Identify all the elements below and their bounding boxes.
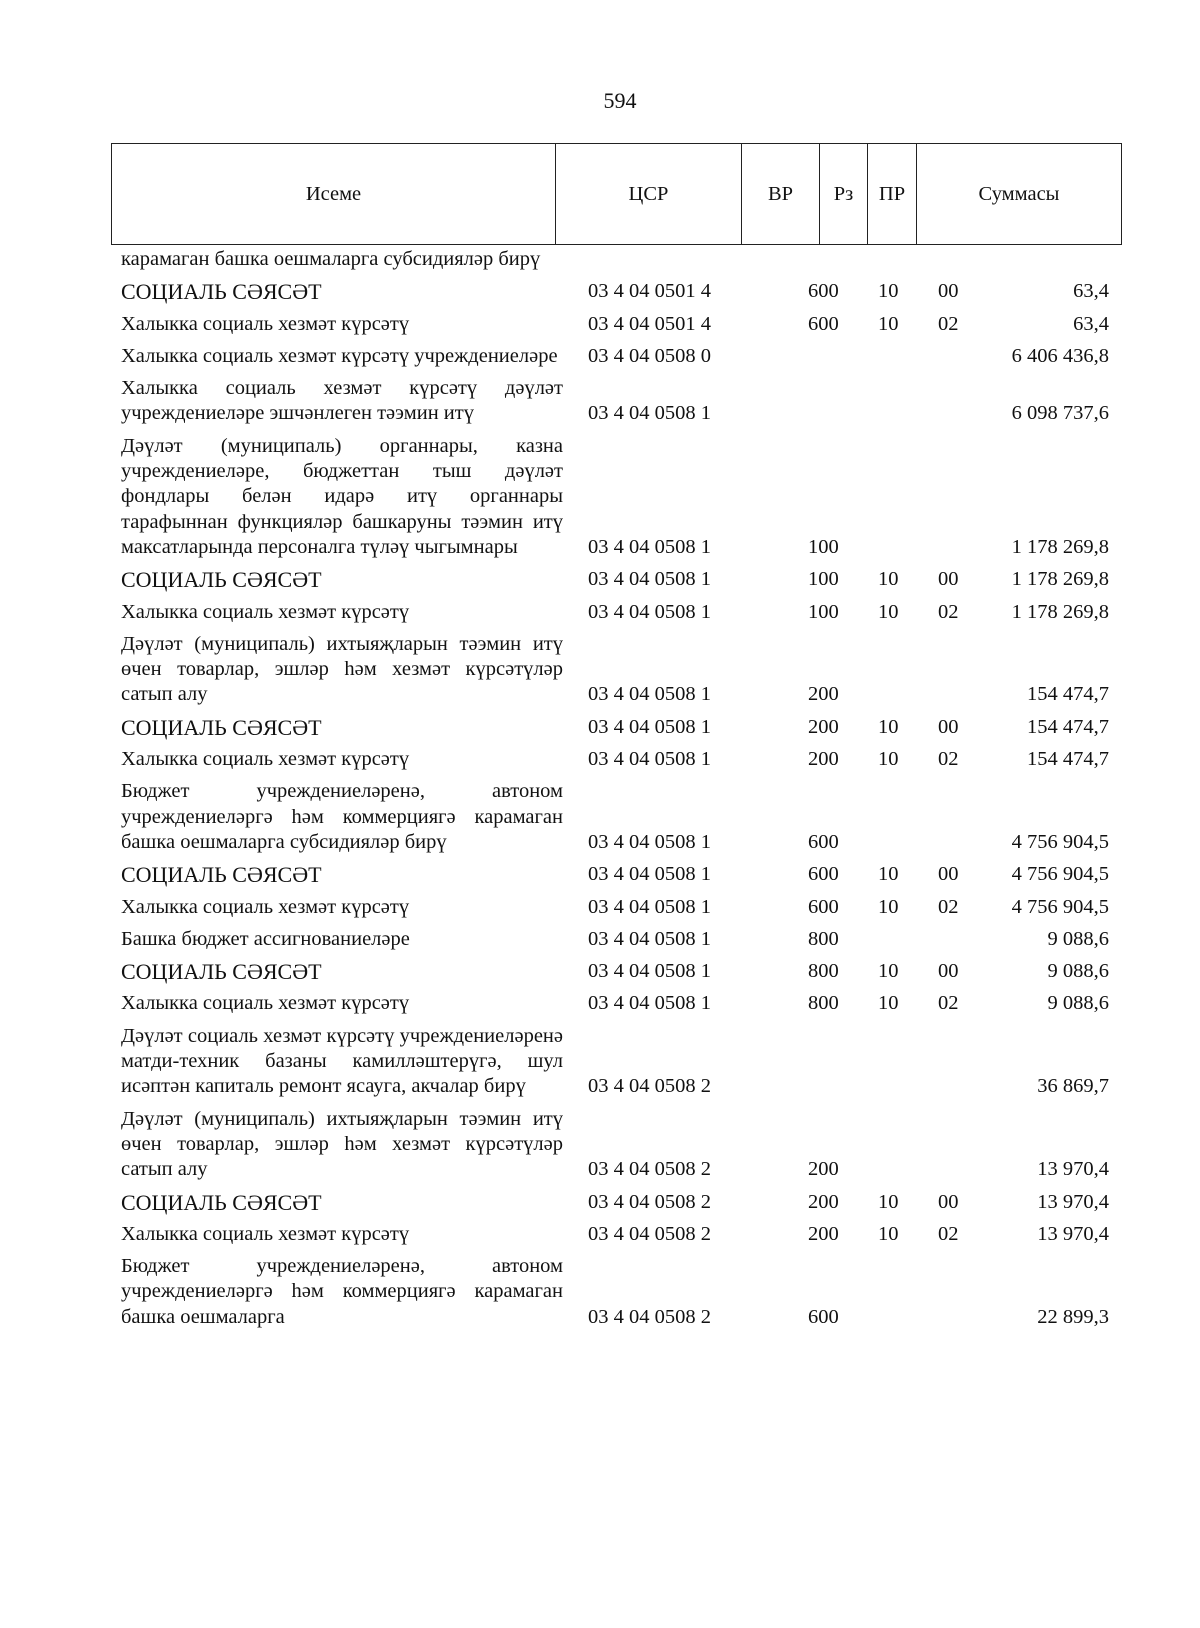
row-sum: 63,4 bbox=[1073, 312, 1109, 335]
row-rz: 10 bbox=[878, 863, 899, 886]
row-sum: 22 899,3 bbox=[1037, 1305, 1109, 1328]
row-name: Халыкка социаль хезмәт күрсәтү bbox=[121, 1222, 410, 1245]
row-csr: 03 4 04 0508 2 bbox=[588, 1222, 711, 1245]
row-rz: 10 bbox=[878, 715, 899, 738]
row-name: Дәүләт (муниципаль) ихтыяҗларын тәэмин итү өчен товарлар, эшләр һәм хезмәт күрсәтүләр сатып алу bbox=[121, 632, 563, 706]
page-number: 594 bbox=[603, 88, 637, 113]
row-vr: 200 bbox=[808, 748, 839, 771]
table-row bbox=[111, 859, 1121, 891]
row-rz: 10 bbox=[878, 600, 899, 623]
row-vr: 100 bbox=[808, 600, 839, 623]
row-pr: 02 bbox=[938, 748, 959, 771]
row-csr: 03 4 04 0508 1 bbox=[588, 715, 711, 738]
row-sum: 9 088,6 bbox=[1047, 960, 1109, 983]
row-pr: 00 bbox=[938, 280, 959, 303]
table-row bbox=[111, 988, 1121, 1020]
row-pr: 00 bbox=[938, 568, 959, 591]
row-csr: 03 4 04 0508 1 bbox=[588, 960, 711, 983]
row-vr: 800 bbox=[808, 927, 839, 950]
table-row bbox=[111, 744, 1121, 776]
row-name: Дәүләт социаль хезмәт күрсәтү учреждениеләренә матди-техник базаны камилләштерүгә, шул исәптән капиталь ремонт ясауга, акчалар бирү bbox=[121, 1024, 563, 1098]
row-sum: 13 970,4 bbox=[1037, 1158, 1109, 1181]
row-vr: 100 bbox=[808, 535, 839, 558]
row-csr: 03 4 04 0508 1 bbox=[588, 830, 711, 853]
row-name: СОЦИАЛЬ СӘЯСӘТ bbox=[121, 279, 322, 305]
row-sum: 1 178 269,8 bbox=[1011, 568, 1109, 591]
table-row bbox=[111, 712, 1121, 744]
row-name: Бюджет учреждениеләренә, автоном учреждениеләргә һәм коммерциягә карамаган башка оешмаларга bbox=[121, 1255, 563, 1328]
table-row bbox=[111, 276, 1121, 308]
row-pr: 00 bbox=[938, 863, 959, 886]
row-rz: 10 bbox=[878, 895, 899, 918]
row-name: Халыкка социаль хезмәт күрсәтү учреждениеләре bbox=[121, 344, 558, 367]
row-name: Халыкка социаль хезмәт күрсәтү bbox=[121, 992, 410, 1015]
row-vr: 600 bbox=[808, 280, 839, 303]
row-name: Халыкка социаль хезмәт күрсәтү дәүләт учреждениеләре эшчәнлеген тәэмин итү bbox=[121, 377, 563, 425]
header-name: Исеме bbox=[112, 144, 556, 245]
row-rz: 10 bbox=[878, 312, 899, 335]
row-name: СОЦИАЛЬ СӘЯСӘТ bbox=[121, 862, 322, 888]
row-name: карамаган башка оешмаларга субсидияләр бирү bbox=[121, 248, 541, 270]
row-csr: 03 4 04 0508 1 bbox=[588, 895, 711, 918]
row-vr: 200 bbox=[808, 715, 839, 738]
table-row bbox=[111, 309, 1121, 341]
header-rz: Рз bbox=[820, 144, 868, 245]
table-row bbox=[111, 956, 1121, 988]
row-name: Халыкка социаль хезмәт күрсәтү bbox=[121, 600, 410, 623]
row-sum: 6 098 737,6 bbox=[1011, 402, 1109, 425]
row-vr: 200 bbox=[808, 1190, 839, 1213]
row-pr: 02 bbox=[938, 600, 959, 623]
row-name: СОЦИАЛЬ СӘЯСӘТ bbox=[121, 1189, 322, 1215]
row-pr: 02 bbox=[938, 1222, 959, 1245]
row-name: Бюджет учреждениеләренә, автоном учреждениеләргә һәм коммерциягә карамаган башка оешмаларга субсидияләр бирү bbox=[121, 780, 563, 853]
table-row bbox=[111, 373, 1121, 431]
row-csr: 03 4 04 0508 0 bbox=[588, 344, 711, 367]
row-pr: 00 bbox=[938, 1190, 959, 1213]
row-vr: 800 bbox=[808, 992, 839, 1015]
row-sum: 4 756 904,5 bbox=[1011, 895, 1109, 918]
row-name: СОЦИАЛЬ СӘЯСӘТ bbox=[121, 714, 322, 740]
row-sum: 63,4 bbox=[1073, 280, 1109, 303]
row-pr: 02 bbox=[938, 312, 959, 335]
row-vr: 100 bbox=[808, 568, 839, 591]
row-name: СОЦИАЛЬ СӘЯСӘТ bbox=[121, 959, 322, 985]
table-row bbox=[111, 1021, 1121, 1104]
row-csr: 03 4 04 0508 1 bbox=[588, 535, 711, 558]
row-name: Дәүләт (муниципаль) органнары, казна учреждениеләре, бюджеттан тыш дәүләт фондлары белән идарә итү органнары тарафыннан функцияләр башкаруны тәэмин итү максатларында персоналга түләү чыгымнары bbox=[121, 434, 563, 558]
row-csr: 03 4 04 0508 1 bbox=[588, 568, 711, 591]
row-sum: 4 756 904,5 bbox=[1011, 830, 1109, 853]
row-csr: 03 4 04 0508 1 bbox=[588, 992, 711, 1015]
table-row bbox=[111, 1251, 1121, 1334]
row-sum: 6 406 436,8 bbox=[1011, 344, 1109, 367]
table-row bbox=[111, 431, 1121, 564]
row-csr: 03 4 04 0508 1 bbox=[588, 927, 711, 950]
row-csr: 03 4 04 0508 1 bbox=[588, 863, 711, 886]
table-row bbox=[111, 892, 1121, 924]
row-sum: 13 970,4 bbox=[1037, 1222, 1109, 1245]
row-sum: 154 474,7 bbox=[1027, 683, 1109, 706]
row-name: Халыкка социаль хезмәт күрсәтү bbox=[121, 748, 410, 771]
row-sum: 154 474,7 bbox=[1027, 748, 1109, 771]
table-row bbox=[111, 1219, 1121, 1251]
table-row bbox=[111, 1187, 1121, 1219]
table-body bbox=[111, 244, 1121, 1334]
row-sum: 9 088,6 bbox=[1047, 992, 1109, 1015]
row-rz: 10 bbox=[878, 1190, 899, 1213]
row-rz: 10 bbox=[878, 748, 899, 771]
row-sum: 4 756 904,5 bbox=[1011, 863, 1109, 886]
row-csr: 03 4 04 0508 1 bbox=[588, 402, 711, 425]
row-rz: 10 bbox=[878, 568, 899, 591]
row-pr: 02 bbox=[938, 895, 959, 918]
row-csr: 03 4 04 0508 1 bbox=[588, 683, 711, 706]
table-row bbox=[111, 776, 1121, 859]
row-vr: 600 bbox=[808, 312, 839, 335]
row-csr: 03 4 04 0501 4 bbox=[588, 280, 711, 303]
row-vr: 800 bbox=[808, 960, 839, 983]
row-rz: 10 bbox=[878, 960, 899, 983]
row-csr: 03 4 04 0508 1 bbox=[588, 748, 711, 771]
table-row bbox=[111, 244, 1121, 276]
row-sum: 9 088,6 bbox=[1047, 927, 1109, 950]
table-row bbox=[111, 597, 1121, 629]
header-pr: ПР bbox=[868, 144, 917, 245]
row-csr: 03 4 04 0508 2 bbox=[588, 1158, 711, 1181]
row-vr: 600 bbox=[808, 863, 839, 886]
row-pr: 00 bbox=[938, 960, 959, 983]
row-pr: 02 bbox=[938, 992, 959, 1015]
row-csr: 03 4 04 0508 2 bbox=[588, 1075, 711, 1098]
row-name: СОЦИАЛЬ СӘЯСӘТ bbox=[121, 567, 322, 593]
row-name: Башка бюджет ассигнованиеләре bbox=[121, 927, 410, 950]
header-csr: ЦСР bbox=[556, 144, 742, 245]
row-sum: 1 178 269,8 bbox=[1011, 535, 1109, 558]
row-pr: 00 bbox=[938, 715, 959, 738]
table-row bbox=[111, 1104, 1121, 1187]
row-rz: 10 bbox=[878, 280, 899, 303]
row-rz: 10 bbox=[878, 992, 899, 1015]
row-name: Халыкка социаль хезмәт күрсәтү bbox=[121, 312, 410, 335]
row-vr: 200 bbox=[808, 1158, 839, 1181]
row-sum: 1 178 269,8 bbox=[1011, 600, 1109, 623]
row-csr: 03 4 04 0508 2 bbox=[588, 1190, 711, 1213]
row-name: Халыкка социаль хезмәт күрсәтү bbox=[121, 895, 410, 918]
row-csr: 03 4 04 0508 1 bbox=[588, 600, 711, 623]
row-sum: 13 970,4 bbox=[1037, 1190, 1109, 1213]
row-csr: 03 4 04 0508 2 bbox=[588, 1305, 711, 1328]
row-sum: 36 869,7 bbox=[1037, 1075, 1109, 1098]
row-csr: 03 4 04 0501 4 bbox=[588, 312, 711, 335]
table-row bbox=[111, 564, 1121, 596]
row-vr: 600 bbox=[808, 895, 839, 918]
row-sum: 154 474,7 bbox=[1027, 715, 1109, 738]
row-vr: 600 bbox=[808, 1305, 839, 1328]
table-row bbox=[111, 341, 1121, 373]
table-row bbox=[111, 629, 1121, 712]
row-vr: 200 bbox=[808, 1222, 839, 1245]
row-name: Дәүләт (муниципаль) ихтыяҗларын тәэмин итү өчен товарлар, эшләр һәм хезмәт күрсәтүләр сатып алу bbox=[121, 1107, 563, 1181]
table-header bbox=[111, 143, 1122, 245]
table-row bbox=[111, 924, 1121, 956]
header-vr: ВР bbox=[742, 144, 820, 245]
row-rz: 10 bbox=[878, 1222, 899, 1245]
header-sum: Суммасы bbox=[917, 144, 1122, 245]
row-vr: 600 bbox=[808, 830, 839, 853]
row-vr: 200 bbox=[808, 683, 839, 706]
